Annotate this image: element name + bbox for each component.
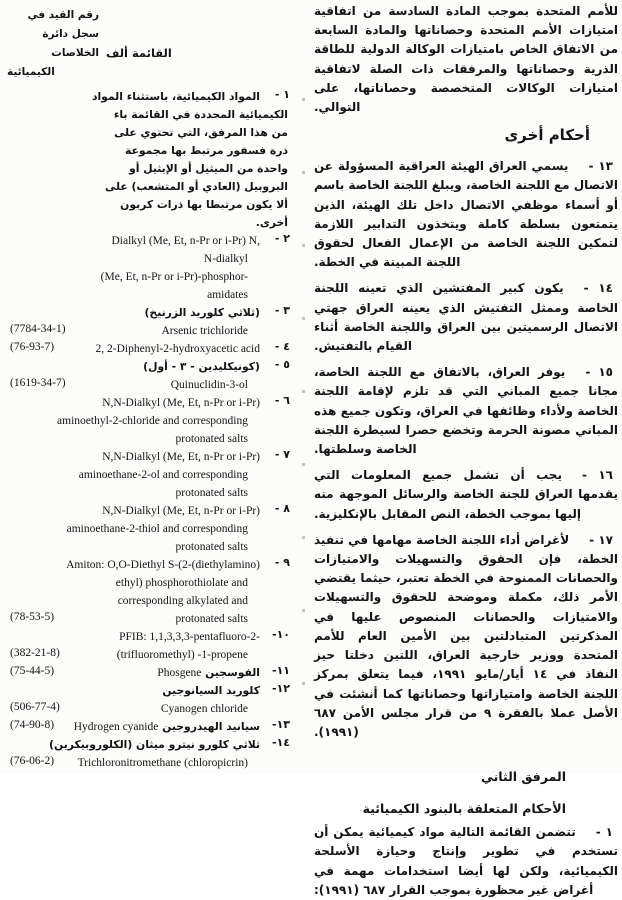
cas-number: (76-06-2) [10,755,55,767]
provision-paragraph [314,531,618,742]
chemical-name-english: Trichloronitromethane (chloropicrin) [77,757,248,769]
paragraph-number: ١٣ - [588,159,613,174]
chemical-name-arabic: الفوسجين [201,666,260,679]
list-item [8,734,304,770]
chemical-name-arabic: البروبيل (العادي أو المتشعب) على [105,180,288,193]
cas-number: (506-77-4) [10,701,60,713]
chemical-name-english: Dialkyl (Me, Et, n-Pr or i-Pr) N, [111,235,260,247]
chemical-name-arabic: واحدة من الميثيل أو الإيثيل أو [129,162,288,175]
item-number: ١١- [271,664,290,677]
item-line [8,122,304,140]
item-line [8,716,304,734]
item-line [8,608,304,626]
item-line [8,338,304,356]
item-line [8,644,304,662]
chemical-name-arabic: كلوريد السيانوجين [162,684,260,697]
cas-number: (74-90-8) [10,719,55,731]
item-line [8,662,304,680]
item-line [8,248,304,266]
paragraph-text: يجب أن تشمل جميع المعلومات التي يقدمها العراق للجنة الخاصة والرسائل الموجهة منه إليها بموجب الخطة، النص المقابل بالإنكليزية. [314,468,618,521]
chemical-name-english: amidates [207,289,248,301]
chemical-name-english: corresponding alkylated and [117,595,248,607]
provision-paragraph [314,363,618,459]
chemical-name-english: (Me, Et, n-Pr or i-Pr)-phosphor- [100,271,248,283]
item-line [8,410,304,428]
chemical-name-arabic: المواد الكيميائية، باستثناء المواد [91,90,260,103]
item-number: ٦ - [274,394,290,407]
chemical-name-english: protonated salts [175,613,248,625]
chemical-name-arabic: من هذا المرفق، التي تحتوي على [114,126,288,139]
item-number: ١٢- [271,682,290,695]
chemical-name-english: Hydrogen cyanide [73,721,159,733]
list-item [8,230,304,302]
chemical-name-arabic: ألا يكون مرتبطا بها ذرات كربون [120,198,288,211]
cas-register-header [7,6,99,82]
chemical-name-arabic: الكيميائية المحددة في القائمة باء [113,108,288,121]
list-item [8,662,304,680]
item-line [8,626,304,644]
cas-number: (7784-34-1) [10,323,66,335]
list-item [8,680,304,716]
provisions-column [314,2,619,897]
chemical-name-english: ethyl) phosphorothiolate and [115,577,248,589]
item-line [8,734,304,752]
item-line [8,284,304,302]
provisions-paragraphs [314,157,618,742]
item-line [8,752,304,770]
item-line [8,194,304,212]
list-item [8,626,304,662]
chemical-name-english: N,N-Dialkyl (Me, Et, n-Pr or i-Pr) [102,397,260,409]
chemical-name-arabic: ذرة فسفور مرتبط بها مجموعة [124,144,288,157]
item-line [8,320,304,338]
chemical-name-english: Arsenic trichloride [161,325,248,337]
chemical-name-english: aminoethyl-2-chloride and corresponding [57,415,248,427]
cas-header-line: الكيميائية [7,66,55,78]
cas-number: (382-21-8) [10,647,60,659]
chemical-items-provisions-heading: الأحكام المتعلقة بالبنود الكيميائية [362,801,566,817]
paragraph-text: تتضمن القائمة التالية مواد كيميائية يمكن أن تستخدم في تطوير وإنتاج وحيازة الأسلحة الكيميائية، ولكن لها أيضا استخدامات مهمة في أغراض غير محظورة بموجب القرار ٦٨٧ (١٩٩١): [314,825,618,897]
chemical-name-english: 2, 2-Diphenyl-2-hydroxyacetic acid [95,343,260,355]
paragraph-number: ١٦ - [581,468,613,483]
item-line [8,428,304,446]
item-line [8,86,304,104]
paragraph-text: لأغراض أداء اللجنة الخاصة مهامها في تنفيذ الخطة، فإن الحقوق والتسهيلات والامتيازات والحصانات الممنوحة في الخطة تعتبر، حيثما يقتضي الأمر ذلك، مكملة وموضحة للحقوق والتسهيلات والامتيازات والحصانات المنصوص عليها في المذكرتين المتبادلتين بين الأمين العام للأمم المتحدة ووزير خارجية العراق، اللتين دخلتا حيز النفاذ في ١٤ أيار/مايو ١٩٩١، فيما يتعلق بمركز اللجنة الخاصة وامتيازاتها وحصاناتها كما أنشئت في الأصل عملا بالفقرة ٩ من قرار مجلس الأمن ٦٨٧ (١٩٩١). [314,532,619,739]
chemical-name-english: aminoethane-2-thiol and corresponding [66,523,248,535]
item-line [8,572,304,590]
chemical-name-english: N,N-Dialkyl (Me, Et, n-Pr or i-Pr) [102,451,260,463]
provision-paragraph [314,157,618,272]
item-line [8,176,304,194]
provision-paragraph [314,466,618,524]
item-number: ١٣- [271,718,290,731]
item-line [8,518,304,536]
item-line [8,140,304,158]
item-line [8,212,304,230]
provision-paragraph [314,279,618,356]
paragraph-number: ١ - [595,825,613,840]
list-item [8,392,304,446]
paragraph-text: يوفر العراق، بالاتفاق مع اللجنة الخاصة، مجانا جميع المباني التي قد تلزم لإقامة اللجنة الخاصة ولأداء وظائفها في العراق، وتكون جميع هذه المباني مصونة الحرمة وتخضع حصرا لسيطرة اللجنة الخاصة وسلطتها. [314,365,618,457]
item-number: ٨ - [274,502,290,515]
list-item [8,86,304,230]
chemical-name-english: PFIB: 1,1,3,3,3-pentafluoro-2- [119,631,260,643]
chemical-name-english: protonated salts [175,433,248,445]
list-item [8,302,304,338]
item-line [8,158,304,176]
item-line [8,230,304,248]
annex-ii-heading: المرفق الثاني [480,769,566,785]
paragraph-number: ١٤ - [583,281,613,296]
item-line [8,536,304,554]
cas-number: (1619-34-7) [10,377,66,389]
item-number: ١ - [274,88,290,101]
item-line [8,500,304,518]
item-number: ١٤- [271,736,290,749]
schedule-a-column [2,4,304,770]
list-item [8,356,304,392]
schedule-a-title: القائمة ألف [106,46,172,60]
item-number: ١٠- [271,628,290,641]
item-number: ٩ - [274,556,290,569]
item-line [8,446,304,464]
item-line [8,374,304,392]
chemical-name-english: Quinuclidin-3-ol [170,379,248,391]
list-item [8,338,304,356]
cas-header-line: رقم القيد في [27,9,99,21]
item-line [8,302,304,320]
list-item [8,716,304,734]
cas-number: (78-53-5) [10,611,55,623]
chemical-name-arabic: (ثلاثي كلوريد الزرنيخ) [144,306,260,319]
paragraph-text: يكون كبير المفتشين الذي تعينه اللجنة الخاصة وممثل التفتيش الذي يعينه العراق جهتي الاتصال الرسميتين بين العراق واللجنة الخاصة أثناء القيام بالتفتيش. [314,281,618,354]
chemical-name-english: protonated salts [175,541,248,553]
item-line [8,356,304,374]
cas-number: (75-44-5) [10,665,55,677]
chemical-name-english: aminoethane-2-ol and corresponding [78,469,248,481]
item-line [8,680,304,698]
chemical-name-english: Cyanogen chloride [160,703,248,715]
item-number: ٣ - [274,304,290,317]
item-number: ٢ - [274,232,290,245]
item-number: ٧ - [274,448,290,461]
chemical-name-arabic: (كونيكليدين - ٣ - أول) [143,360,260,373]
item-line [8,698,304,716]
chemical-name-english: Amiton: O,O-Diethyl S-(2-(diethylamino) [66,559,260,571]
intro-continuation-paragraph: للأمم المتحدة بموجب المادة السادسة من اتفاقية امتيازات الأمم المتحدة وحصاناتها والمادة السابعة من الاتفاق الخاص بامتيازات الوكالة الدولية للطاقة الذرية وحصاناتها والمرفقات ذات الصلة لاتفاقية امتيازات الوكالات المتخصصة وحصاناتها، على التوالي. [314,4,618,115]
item-number: ٤ - [274,340,290,353]
list-item [8,554,304,626]
chemical-name-english: (trifluoromethyl) -1-propene [116,649,248,661]
chemical-name-english: protonated salts [175,487,248,499]
other-provisions-heading: أحكام أخرى [504,126,590,145]
item-line [8,464,304,482]
item-number: ٥ - [274,358,290,371]
chemical-list [8,86,304,770]
cas-header-line: سجل دائرة الخلاصات [42,28,99,59]
chemical-name-english: Phosgene [157,667,202,679]
chemical-name-arabic: سيانيد الهيدروجين [158,720,260,733]
cas-number: (76-93-7) [10,341,55,353]
item-line [8,554,304,572]
annex-paragraph [314,823,618,900]
item-line [8,392,304,410]
item-line [8,482,304,500]
paragraph-text: يسمي العراق الهيئة العراقية المسؤولة عن الاتصال مع اللجنة الخاصة، ويبلغ اللجنة الخاصة باسم أو أسماء موظفي الاتصال داخل تلك الهيئة، الذين يتمتعون بسلطة كاملة ويتخذون التدابير اللازمة لتمكين اللجنة الخاصة من الإعمال الفعال لحقوق اللجنة المبينة في الخطة. [314,159,618,270]
paragraph-number: ١٥ - [585,365,613,380]
item-line [8,266,304,284]
item-line [8,590,304,608]
chemical-name-english: N,N-Dialkyl (Me, Et, n-Pr or i-Pr) [102,505,260,517]
chemical-name-english: N-dialkyl [203,253,248,265]
list-item [8,500,304,554]
list-item [8,446,304,500]
paragraph-number: ١٧ - [589,532,613,547]
item-line [8,104,304,122]
chemical-name-arabic: ثلاثي كلورو نيترو ميثان (الكلوروبيكرين) [49,738,260,751]
chemical-name-arabic: أخرى. [255,216,288,229]
